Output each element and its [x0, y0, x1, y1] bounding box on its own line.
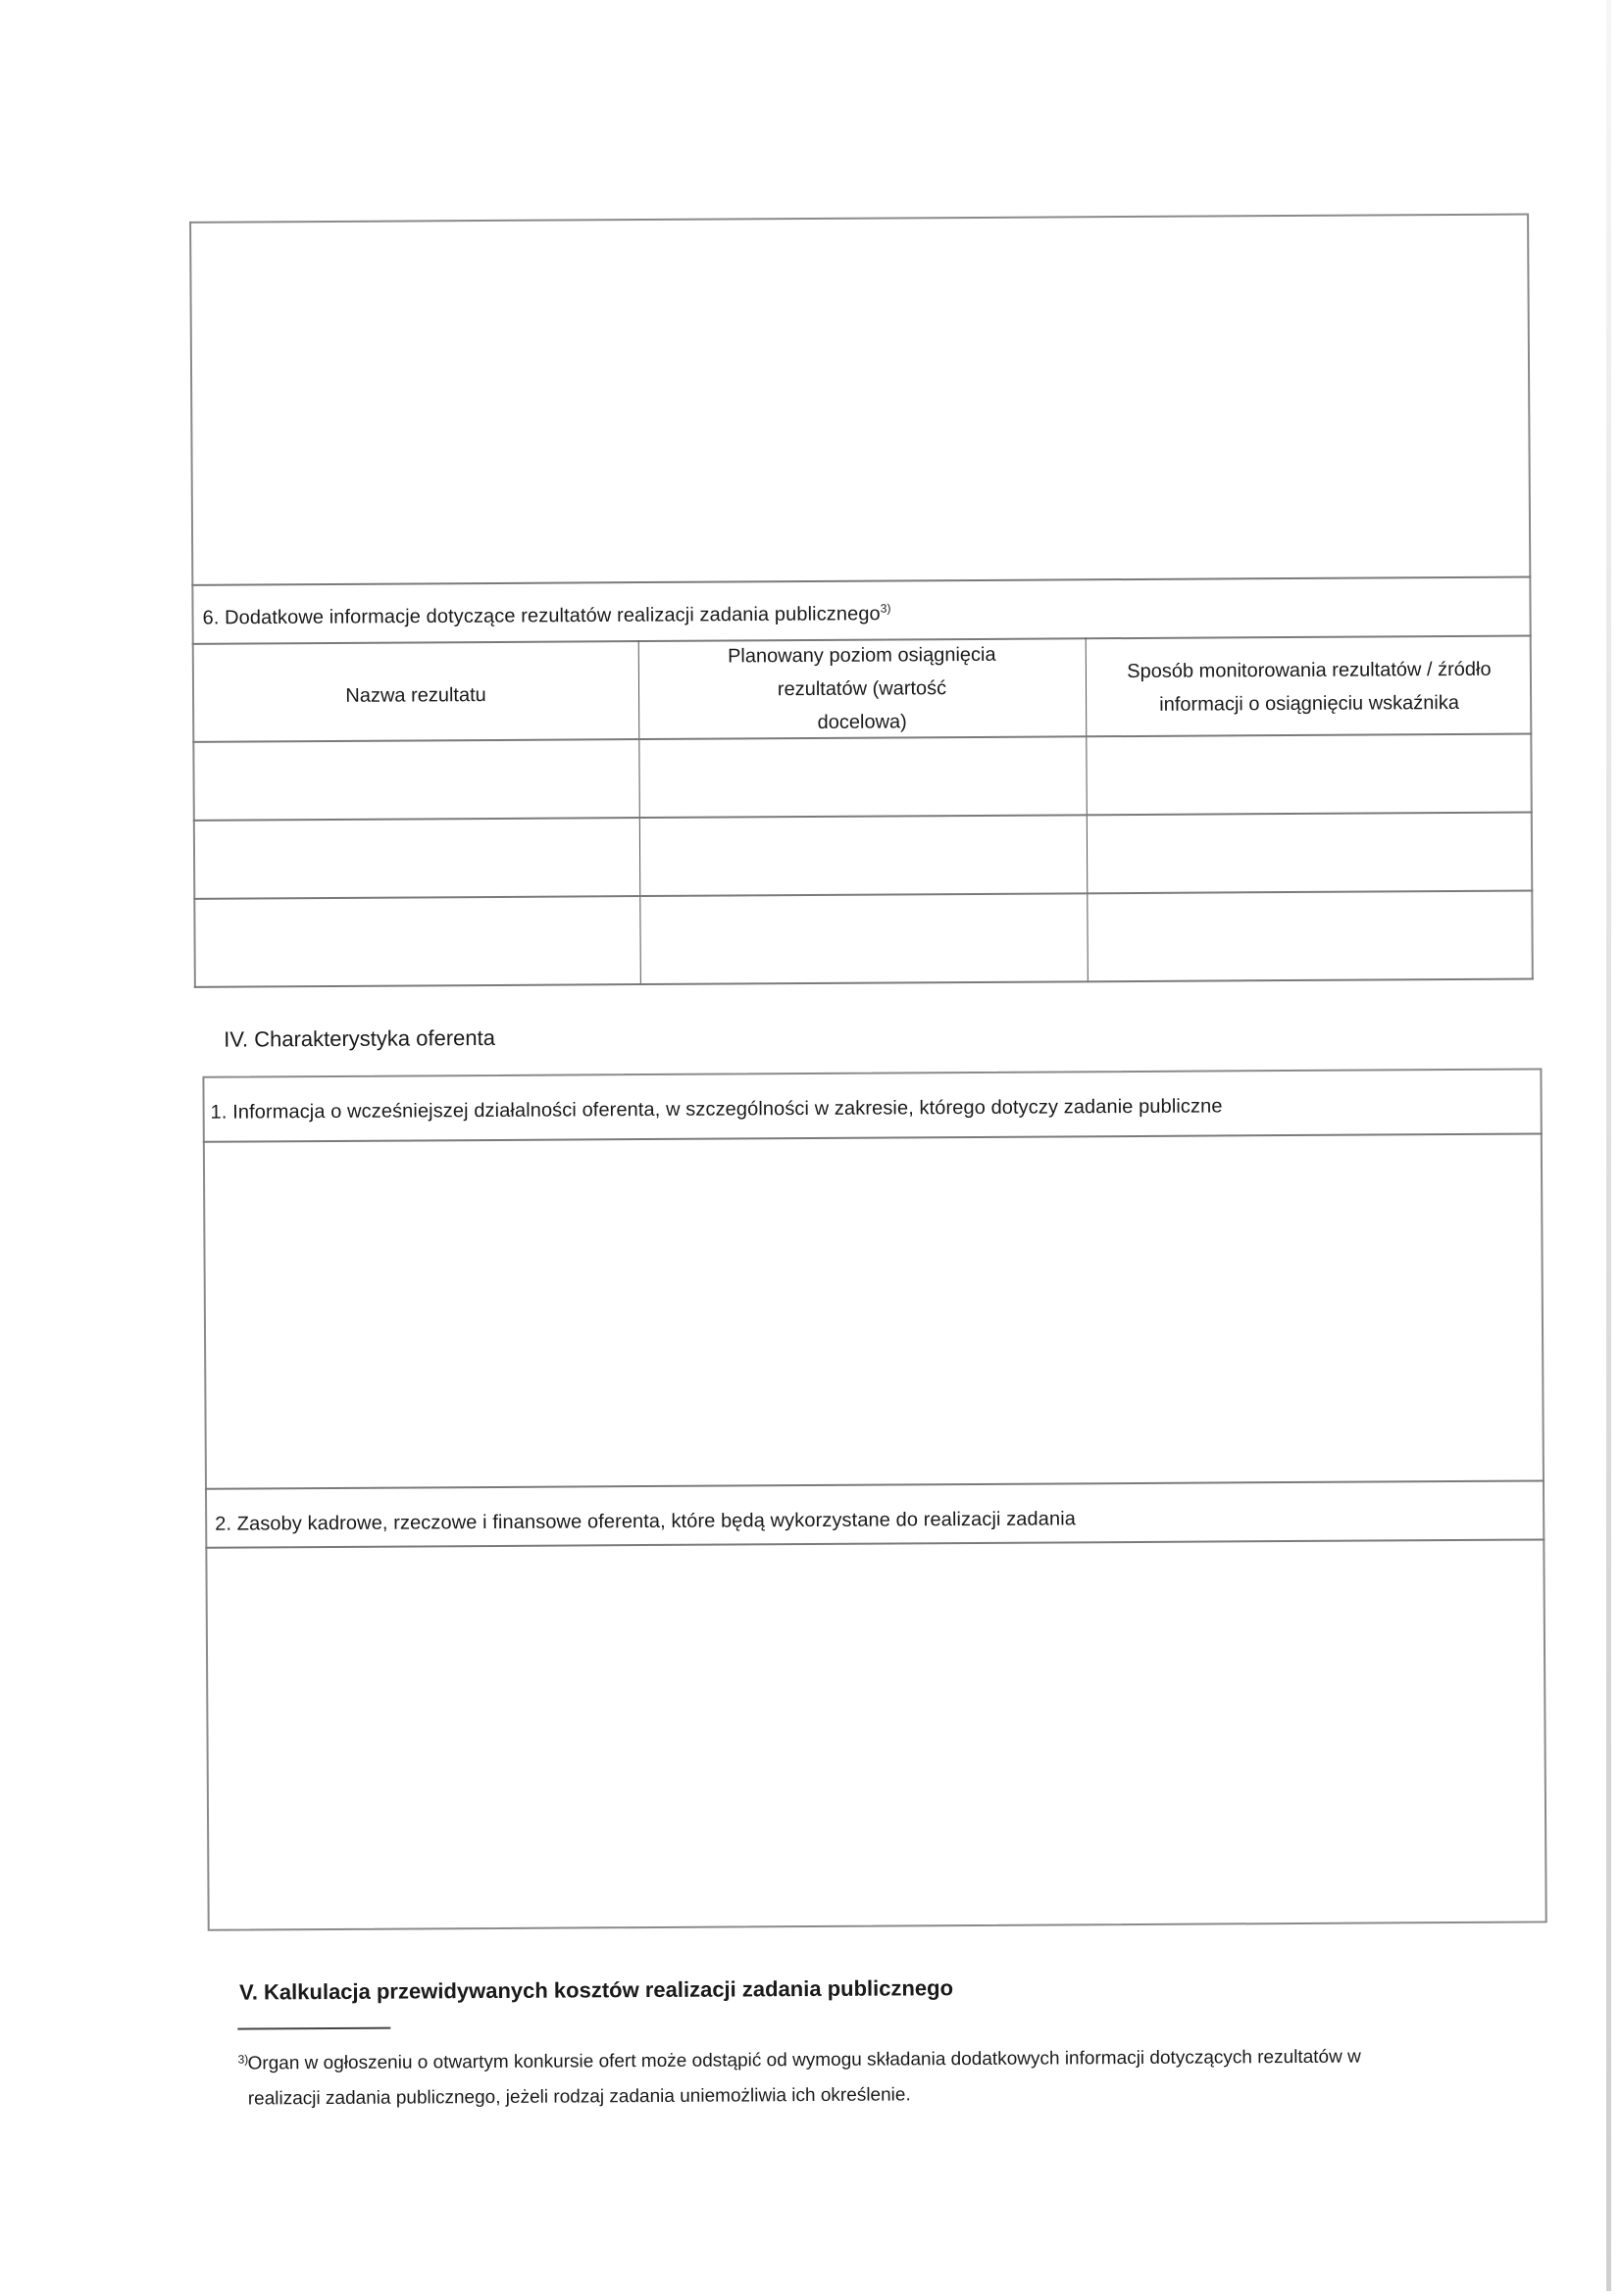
table-row-1-planowany[interactable] — [642, 739, 1082, 815]
table-row-2-nazwa[interactable] — [197, 821, 636, 896]
section-IV-item-1-field[interactable] — [207, 1137, 1541, 1483]
table-header-sposob-monitorowania — [1088, 653, 1531, 723]
section-IV-item-2-label: 2. Zasoby kadrowe, rzeczowe i finansowe oferenta, które będą wykorzystane do realizacji zadania — [215, 1508, 1076, 1535]
table-row-3-sposob[interactable] — [1090, 894, 1531, 979]
header-line: rezultatów (wartość — [777, 677, 947, 701]
table-row-2-planowany[interactable] — [643, 818, 1083, 893]
header-text: Nazwa rezultatu — [345, 684, 486, 707]
footnote-mark: 3) — [237, 2052, 249, 2067]
table-header-planowany-poziom — [640, 637, 1085, 740]
header-line: Sposób monitorowania rezultatów / źródło — [1127, 658, 1492, 683]
footnote-3-text: Organ w ogłoszeniu o otwartym konkursie ofert może odstąpić od wymogu składania dodatkowych informacji dotyczących rezultatów w realizacji zadania publicznego, jeżeli rodzaj zadania uniemożliwia ich określenie. — [247, 2046, 1361, 2110]
scan-edge — [1606, 0, 1611, 2291]
header-line: informacji o osiągnięciu wskaźnika — [1159, 691, 1460, 716]
section-IV-heading: IV. Charakterystyka oferenta — [224, 1024, 496, 1052]
section-IV-item-1-label: 1. Informacja o wcześniejszej działalności oferenta, w szczególności w zakresie, którego dotyczy zadanie publiczne — [210, 1095, 1223, 1123]
table-row-1-nazwa[interactable] — [196, 742, 635, 818]
table-row-3-planowany[interactable] — [643, 896, 1084, 981]
table-row-2-sposob[interactable] — [1090, 816, 1530, 891]
section-IV-item-2-field[interactable] — [209, 1544, 1543, 1924]
section-6-title-text: 6. Dodatkowe informacje dotyczące rezultatów realizacji zadania publicznego — [202, 603, 881, 629]
table-row-1-sposob[interactable] — [1089, 737, 1529, 813]
header-line: Planowany poziom osiągnięcia — [727, 643, 996, 668]
footnote-separator — [237, 2027, 390, 2030]
table-row-3-nazwa[interactable] — [197, 899, 637, 984]
table-header-nazwa-rezultatu — [194, 677, 637, 714]
previous-section-field[interactable] — [193, 220, 1527, 580]
footnote-ref-3: 3) — [880, 601, 891, 616]
section-6-title — [202, 601, 890, 629]
section-V-heading: V. Kalkulacja przewidywanych kosztów realizacji zadania publicznego — [239, 1975, 954, 2005]
header-line: docelowa) — [817, 711, 907, 733]
